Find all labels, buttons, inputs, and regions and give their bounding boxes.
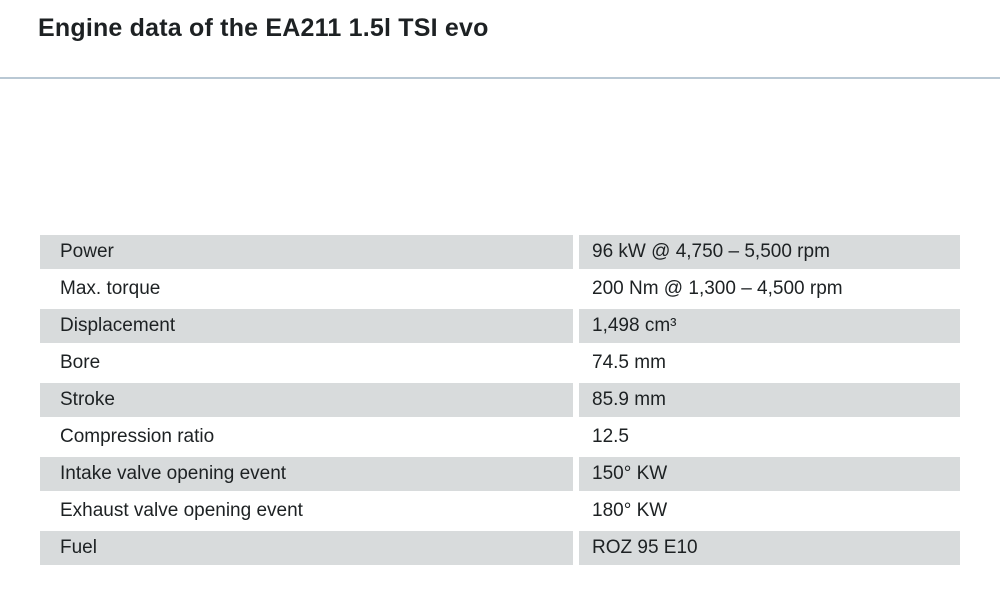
spec-value: 1,498 cm³ — [579, 309, 960, 343]
spec-label: Bore — [40, 346, 573, 380]
table-row — [40, 420, 960, 454]
table-row — [40, 235, 960, 269]
spec-label: Intake valve opening event — [40, 457, 573, 491]
table-row — [40, 309, 960, 343]
table-row — [40, 383, 960, 417]
spec-value: 96 kW @ 4,750 – 5,500 rpm — [579, 235, 960, 269]
spec-value: 180° KW — [579, 494, 960, 528]
table-row — [40, 531, 960, 565]
engine-data-table — [40, 235, 960, 568]
table-row — [40, 272, 960, 306]
spec-value: ROZ 95 E10 — [579, 531, 960, 565]
table-row — [40, 457, 960, 491]
spec-label: Fuel — [40, 531, 573, 565]
spec-label: Exhaust valve opening event — [40, 494, 573, 528]
spec-label: Displacement — [40, 309, 573, 343]
spec-value: 200 Nm @ 1,300 – 4,500 rpm — [579, 272, 960, 306]
table-row — [40, 494, 960, 528]
spec-value: 85.9 mm — [579, 383, 960, 417]
title-divider — [0, 77, 1000, 79]
spec-value: 74.5 mm — [579, 346, 960, 380]
table-row — [40, 346, 960, 380]
spec-label: Compression ratio — [40, 420, 573, 454]
spec-label: Stroke — [40, 383, 573, 417]
spec-label: Power — [40, 235, 573, 269]
spec-value: 12.5 — [579, 420, 960, 454]
spec-value: 150° KW — [579, 457, 960, 491]
page-title: Engine data of the EA211 1.5l TSI evo — [38, 14, 489, 42]
spec-label: Max. torque — [40, 272, 573, 306]
